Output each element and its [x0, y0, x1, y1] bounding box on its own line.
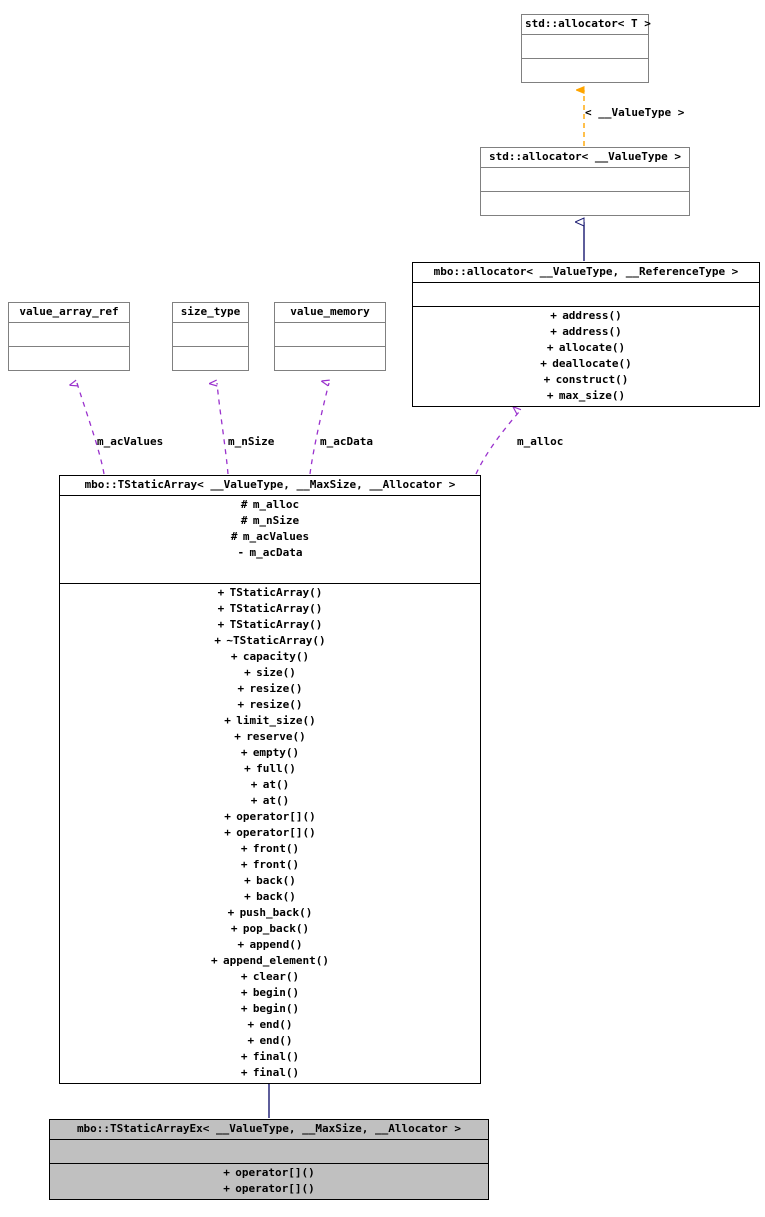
class-member: [60, 513, 480, 529]
member-name: end(): [259, 1034, 293, 1047]
class-member: [60, 937, 480, 953]
member-name: deallocate(): [552, 357, 632, 370]
member-visibility: +: [237, 682, 245, 695]
member-visibility: +: [240, 970, 248, 983]
empty-compartment: [522, 36, 648, 56]
member-name: append(): [249, 938, 303, 951]
class-member: [60, 761, 480, 777]
member-name: at(): [262, 794, 290, 807]
empty-compartment: [173, 324, 248, 344]
class-operations: [173, 347, 248, 370]
class-member: [60, 969, 480, 985]
class-operations: [50, 1164, 488, 1199]
edge-label-m-acdata: m_acData: [320, 435, 373, 448]
member-visibility: +: [234, 730, 241, 743]
class-operations: [9, 347, 129, 370]
class-member: [60, 617, 480, 633]
class-title: mbo::allocator< __ValueType, __ReferenceType >: [413, 263, 759, 283]
member-visibility: +: [211, 954, 218, 967]
member-visibility: +: [227, 906, 235, 919]
class-node-size-type[interactable]: [172, 302, 249, 371]
class-member: [60, 777, 480, 793]
member-visibility: +: [250, 778, 258, 791]
member-name: TStaticArray(): [229, 586, 323, 599]
member-name: size(): [256, 666, 296, 679]
edge-usage-m-acvalues: [77, 383, 104, 474]
member-name: operator[](): [236, 810, 316, 823]
member-visibility: +: [230, 922, 238, 935]
member-visibility: +: [224, 714, 231, 727]
member-name: begin(): [252, 1002, 300, 1015]
class-attributes: [9, 323, 129, 347]
class-member: [60, 601, 480, 617]
member-name: resize(): [249, 682, 303, 695]
class-member: [60, 1033, 480, 1049]
member-visibility: #: [230, 530, 238, 543]
member-visibility: +: [240, 858, 248, 871]
edge-usage-m-alloc: [476, 412, 519, 474]
class-member: [60, 745, 480, 761]
class-member: [50, 1181, 488, 1197]
empty-compartment: [275, 324, 385, 344]
member-name: final(): [252, 1066, 300, 1079]
class-member: [60, 825, 480, 841]
member-visibility: +: [230, 650, 238, 663]
member-visibility: +: [240, 1050, 248, 1063]
class-member: [60, 857, 480, 873]
empty-compartment: [50, 1141, 488, 1161]
class-operations: [413, 307, 759, 406]
class-member: [60, 697, 480, 713]
member-visibility: +: [247, 1034, 255, 1047]
class-member: [413, 324, 759, 340]
class-operations: [481, 192, 689, 215]
member-name: construct(): [555, 373, 629, 386]
member-name: address(): [562, 309, 622, 322]
member-name: max_size(): [558, 389, 626, 402]
member-visibility: +: [217, 602, 225, 615]
member-name: TStaticArray(): [229, 618, 323, 631]
member-name: allocate(): [558, 341, 626, 354]
class-member: [60, 985, 480, 1001]
member-visibility: -: [237, 546, 245, 559]
member-visibility: +: [217, 586, 225, 599]
class-member: [413, 340, 759, 356]
empty-compartment: [481, 169, 689, 189]
member-visibility: +: [247, 1018, 255, 1031]
member-name: m_acData: [249, 546, 303, 559]
member-visibility: +: [550, 325, 557, 338]
member-name: ~TStaticArray(): [226, 634, 326, 647]
member-visibility: +: [237, 698, 245, 711]
member-visibility: +: [224, 826, 231, 839]
member-visibility: +: [240, 986, 248, 999]
member-name: empty(): [252, 746, 300, 759]
member-name: address(): [562, 325, 622, 338]
class-member: [60, 633, 480, 649]
class-operations: [60, 584, 480, 1083]
member-name: front(): [252, 842, 300, 855]
class-node-value-array-ref[interactable]: [8, 302, 130, 371]
class-member: [60, 793, 480, 809]
class-member: [60, 953, 480, 969]
edge-label-m-alloc: m_alloc: [517, 435, 564, 448]
class-node-mbo-tstaticarrayex[interactable]: [49, 1119, 489, 1200]
class-title: value_memory: [275, 303, 385, 323]
empty-compartment: [275, 348, 385, 368]
class-member: [60, 649, 480, 665]
class-title: value_array_ref: [9, 303, 129, 323]
member-name: limit_size(): [236, 714, 316, 727]
member-visibility: +: [540, 357, 547, 370]
member-name: TStaticArray(): [229, 602, 323, 615]
class-member: [60, 529, 480, 545]
member-name: front(): [252, 858, 300, 871]
member-name: operator[](): [235, 1166, 315, 1179]
member-visibility: +: [550, 309, 557, 322]
class-node-std-allocator-valuetype[interactable]: [480, 147, 690, 216]
member-name: at(): [262, 778, 290, 791]
member-name: operator[](): [236, 826, 316, 839]
class-attributes: [60, 496, 480, 584]
class-member: [60, 1065, 480, 1081]
class-attributes: [522, 35, 648, 59]
member-visibility: +: [546, 389, 554, 402]
class-attributes: [481, 168, 689, 192]
member-visibility: +: [546, 341, 554, 354]
member-visibility: +: [240, 842, 248, 855]
member-name: final(): [252, 1050, 300, 1063]
class-member: [50, 1165, 488, 1181]
class-member: [60, 713, 480, 729]
class-member: [60, 889, 480, 905]
edge-label-m-acvalues: m_acValues: [97, 435, 164, 448]
member-name: m_alloc: [252, 498, 300, 511]
class-member: [60, 585, 480, 601]
member-name: m_acValues: [242, 530, 310, 543]
member-visibility: #: [240, 514, 248, 527]
empty-compartment: [522, 60, 648, 80]
member-visibility: #: [240, 498, 248, 511]
class-member: [60, 1017, 480, 1033]
class-member: [413, 388, 759, 404]
class-member: [60, 497, 480, 513]
class-member: [413, 308, 759, 324]
empty-compartment: [9, 348, 129, 368]
member-name: resize(): [249, 698, 303, 711]
class-node-mbo-tstaticarray[interactable]: [59, 475, 481, 1084]
class-member: [60, 729, 480, 745]
edge-label-template-param: < __ValueType >: [585, 106, 685, 119]
member-visibility: +: [223, 1182, 230, 1195]
class-member: [60, 681, 480, 697]
member-visibility: +: [244, 874, 251, 887]
class-title: std::allocator< T >: [522, 15, 648, 35]
member-visibility: +: [240, 1066, 248, 1079]
class-attributes: [50, 1140, 488, 1164]
member-visibility: +: [543, 373, 551, 386]
class-operations: [522, 59, 648, 82]
edge-usage-m-nsize: [217, 383, 228, 474]
class-member: [60, 1001, 480, 1017]
member-visibility: +: [244, 890, 251, 903]
class-member: [60, 873, 480, 889]
member-name: reserve(): [246, 730, 306, 743]
member-name: begin(): [252, 986, 300, 999]
member-visibility: +: [250, 794, 258, 807]
member-visibility: +: [240, 746, 248, 759]
member-name: end(): [259, 1018, 293, 1031]
class-member: [60, 841, 480, 857]
member-visibility: +: [237, 938, 245, 951]
empty-compartment: [173, 348, 248, 368]
member-name: operator[](): [235, 1182, 315, 1195]
class-title: mbo::TStaticArray< __ValueType, __MaxSize, __Allocator >: [60, 476, 480, 496]
class-member: [60, 1049, 480, 1065]
empty-compartment: [481, 193, 689, 213]
class-member: [60, 545, 480, 561]
class-node-std-allocator-t[interactable]: [521, 14, 649, 83]
class-node-value-memory[interactable]: [274, 302, 386, 371]
member-name: clear(): [252, 970, 300, 983]
class-attributes: [413, 283, 759, 307]
member-visibility: +: [214, 634, 221, 647]
empty-compartment: [413, 284, 759, 304]
class-member: [60, 905, 480, 921]
class-title: mbo::TStaticArrayEx< __ValueType, __MaxSize, __Allocator >: [50, 1120, 488, 1140]
member-name: push_back(): [239, 906, 313, 919]
member-name: full(): [256, 762, 296, 775]
member-name: m_nSize: [252, 514, 300, 527]
member-name: pop_back(): [242, 922, 310, 935]
member-name: back(): [256, 890, 296, 903]
member-visibility: +: [244, 666, 251, 679]
member-visibility: +: [240, 1002, 248, 1015]
class-member: [60, 665, 480, 681]
class-operations: [275, 347, 385, 370]
class-attributes: [275, 323, 385, 347]
member-visibility: +: [244, 762, 251, 775]
member-visibility: +: [217, 618, 225, 631]
member-name: capacity(): [242, 650, 310, 663]
class-member: [60, 921, 480, 937]
edge-label-m-nsize: m_nSize: [228, 435, 275, 448]
member-visibility: +: [223, 1166, 230, 1179]
member-visibility: +: [224, 810, 231, 823]
class-member: [413, 356, 759, 372]
class-member: [60, 809, 480, 825]
class-title: size_type: [173, 303, 248, 323]
class-member: [413, 372, 759, 388]
class-attributes: [173, 323, 248, 347]
edge-usage-m-acdata: [310, 383, 329, 474]
empty-compartment: [9, 324, 129, 344]
member-name: back(): [256, 874, 296, 887]
member-name: append_element(): [223, 954, 329, 967]
class-node-mbo-allocator[interactable]: [412, 262, 760, 407]
class-title: std::allocator< __ValueType >: [481, 148, 689, 168]
